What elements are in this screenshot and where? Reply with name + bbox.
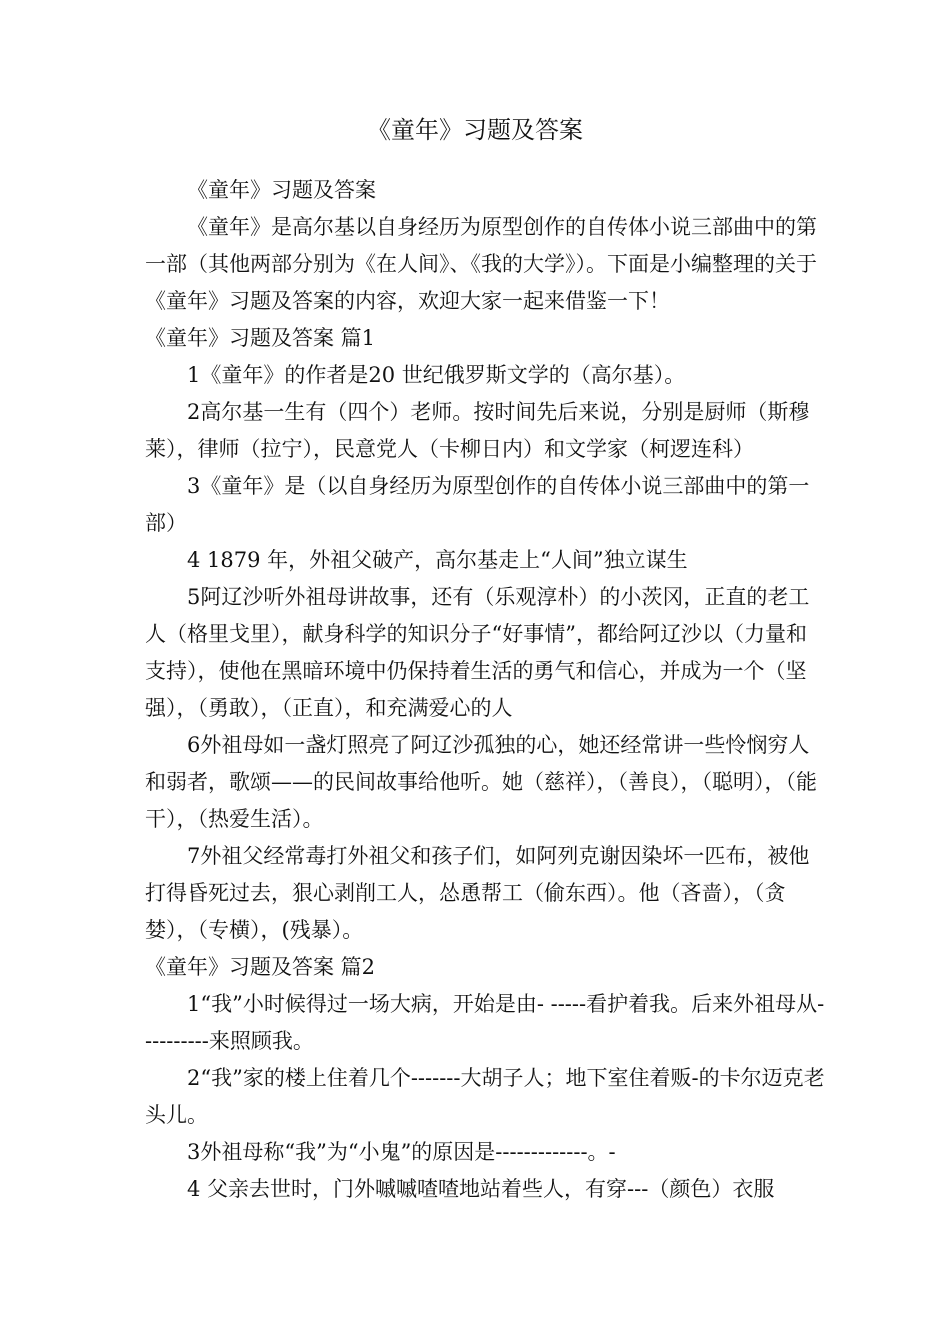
paragraph: 《童年》习题及答案 篇2	[145, 955, 376, 979]
paragraph: 4 父亲去世时，门外嘁嘁喳喳地站着些人，有穿---（颜色）衣服	[187, 1177, 775, 1201]
paragraph: 4 1879 年，外祖父破产，高尔基走上“人间”独立谋生	[187, 548, 688, 572]
paragraph: 1《童年》的作者是20 世纪俄罗斯文学的（高尔基）。	[187, 363, 686, 387]
paragraph: 3《童年》是（以自身经历为原型创作的自传体小说三部曲中的第一部）	[145, 474, 810, 535]
paragraph: 5阿辽沙听外祖母讲故事，还有（乐观淳朴）的小茨冈，正直的老工人（格里戈里），献身科学的知识分子“好事情”，都给阿辽沙以（力量和支持），使他在黑暗环境中仍保持着生活的勇气和信心，并成为一个（坚强），（勇敢），（正直），和充满爱心的人	[145, 585, 810, 720]
paragraph: 《童年》习题及答案 篇1	[145, 326, 376, 350]
document-body	[145, 172, 825, 1208]
paragraph: 《童年》是高尔基以自身经历为原型创作的自传体小说三部曲中的第一部（其他两部分别为《在人间》、《我的大学》）。下面是小编整理的关于《童年》习题及答案的内容，欢迎大家一起来借鉴一下！	[145, 215, 817, 313]
paragraph: 6外祖母如一盏灯照亮了阿辽沙孤独的心，她还经常讲一些怜悯穷人和弱者，歌颂——的民间故事给他听。她（慈祥），（善良），（聪明），（能干），（热爱生活）。	[145, 733, 817, 831]
paragraph: 3外祖母称“我”为“小鬼”的原因是-------------。-	[187, 1140, 616, 1164]
paragraph: 7外祖父经常毒打外祖父和孩子们，如阿列克谢因染坏一匹布，被他打得昏死过去，狠心剥削工人，怂恿帮工（偷东西）。他（吝啬），（贪婪），（专横），(残暴）。	[145, 844, 810, 942]
paragraph: 《童年》习题及答案	[187, 178, 376, 202]
paragraph: 1“我”小时候得过一场大病，开始是由- -----看护着我。后来外祖母从----------来照顾我。	[145, 992, 825, 1053]
document-title: 《童年》习题及答案	[367, 116, 583, 144]
paragraph: 2“我”家的楼上住着几个-------大胡子人；地下室住着贩-的卡尔迈克老头儿。	[145, 1066, 825, 1127]
paragraph: 2高尔基一生有（四个）老师。按时间先后来说，分别是厨师（斯穆莱），律师（拉宁），民意党人（卡柳日内）和文学家（柯逻连科）	[145, 400, 810, 461]
